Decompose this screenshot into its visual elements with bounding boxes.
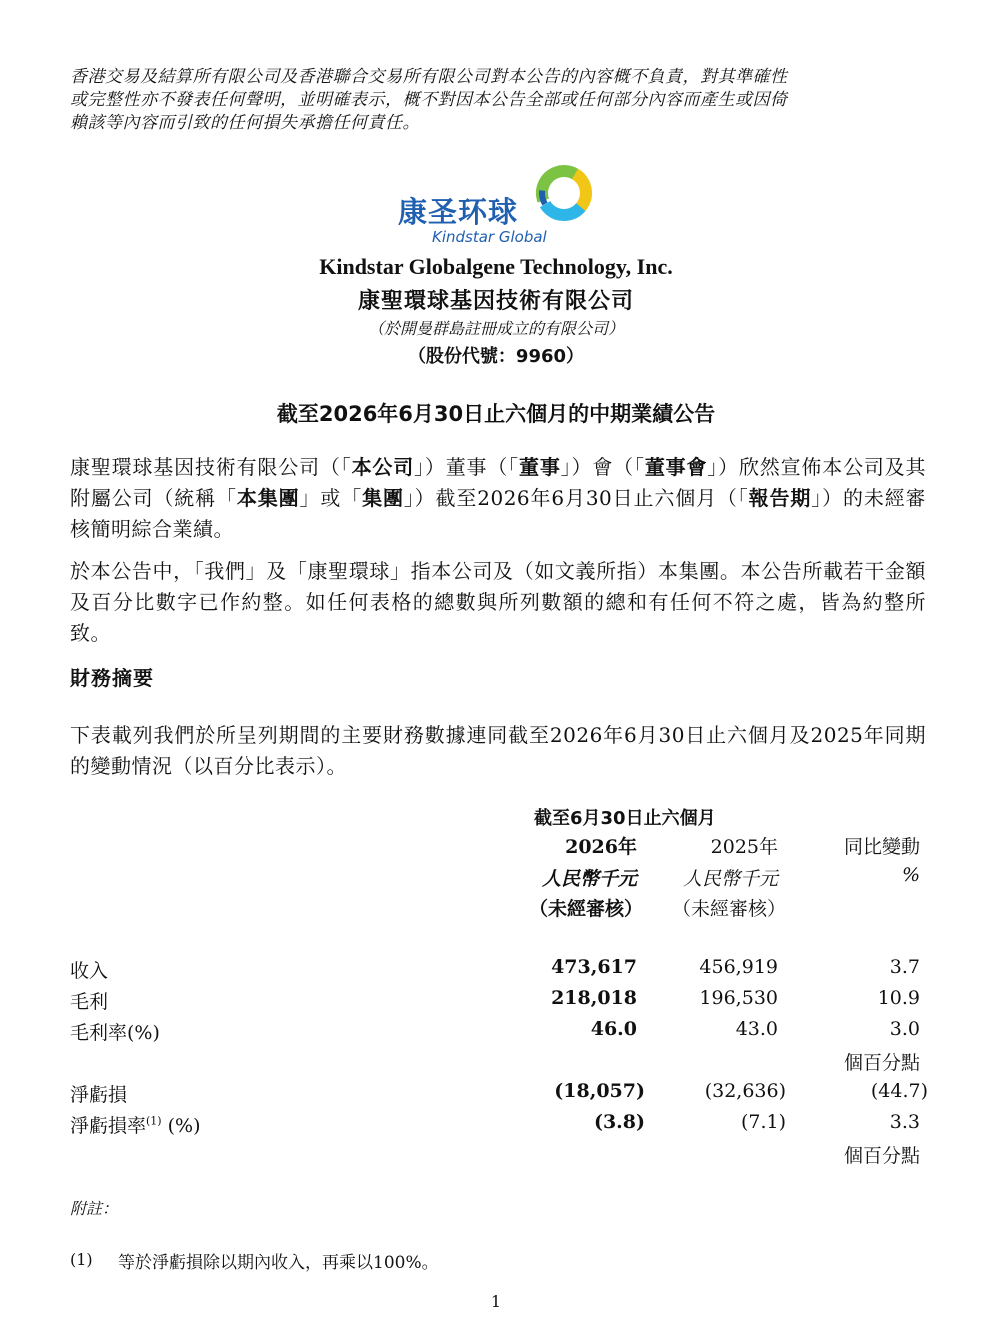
term-reporting-period: 報告期 bbox=[748, 486, 812, 510]
gross-profit-yoy: 10.9 bbox=[877, 987, 920, 1009]
intro-paragraph bbox=[70, 452, 926, 545]
row-label-gross-profit: 毛利 bbox=[70, 991, 109, 1013]
definitions-paragraph: 於本公告中，「我們」及「康聖環球」指本公司及（如文義所指）本集團。本公告所載若干金額及百分比數字已作約整。如任何表格的總數與所列數額的總和有任何不符之處，皆為約整所致。 bbox=[70, 559, 926, 645]
col-header-yoy: 同比變動 bbox=[843, 836, 920, 858]
unit-2026: 人民幣千元 bbox=[541, 868, 637, 890]
stock-code: （股份代號：9960） bbox=[407, 346, 585, 367]
revenue-2026: 473,617 bbox=[551, 956, 637, 978]
gross-margin-yoy-unit: 個百分點 bbox=[843, 1052, 920, 1074]
unit-yoy: % bbox=[901, 864, 920, 886]
gross-margin-yoy: 3.0 bbox=[889, 1018, 920, 1040]
gross-profit-2026: 218,018 bbox=[551, 987, 637, 1009]
intro-text-7: 」）的未經審核簡明綜合業績。 bbox=[70, 486, 927, 541]
logo-chinese-name: 康圣环球 bbox=[398, 195, 519, 229]
row-label-net-loss-margin bbox=[70, 1111, 201, 1138]
audit-2025: （未經審核） bbox=[671, 898, 786, 920]
page-number: 1 bbox=[490, 1292, 502, 1311]
col-header-2026: 2026年 bbox=[565, 836, 637, 858]
term-company: 本公司 bbox=[351, 455, 415, 479]
company-name-chinese: 康聖環球基因技術有限公司 bbox=[357, 289, 634, 314]
intro-text-6: 」）截至2026年6月30日止六個月（「 bbox=[403, 486, 749, 510]
intro-text-1: 康聖環球基因技術有限公司（「 bbox=[70, 455, 352, 479]
net-loss-margin-2025: (7.1) bbox=[740, 1111, 786, 1133]
term-directors: 董事 bbox=[519, 455, 561, 479]
logo-ring-icon bbox=[533, 162, 595, 224]
company-logo bbox=[398, 160, 598, 250]
revenue-yoy: 3.7 bbox=[889, 956, 920, 978]
unit-2025: 人民幣千元 bbox=[682, 868, 778, 890]
footnote-ref: (1) bbox=[146, 1114, 162, 1128]
term-board: 董事會 bbox=[644, 455, 708, 479]
note-1-text: 等於淨虧損除以期內收入，再乘以100%。 bbox=[118, 1253, 439, 1273]
audit-2026: （未經審核） bbox=[528, 898, 643, 920]
table-intro-paragraph: 下表載列我們於所呈列期間的主要財務數據連同截至2026年6月30日止六個月及2025年同期的變動情況（以百分比表示）。 bbox=[70, 723, 926, 778]
intro-text-3: 」）會（「 bbox=[560, 455, 645, 479]
disclaimer-line-2: 或完整性亦不發表任何聲明，並明確表示，概不對因本公告全部或任何部分內容而產生或因倚 bbox=[70, 90, 788, 110]
logo-english-name: Kindstar Global bbox=[432, 228, 547, 246]
intro-text-4: 」）欣然宣佈本公司及其附屬公司（統稱「 bbox=[70, 455, 927, 510]
col-header-2025: 2025年 bbox=[710, 836, 778, 858]
gross-margin-2025: 43.0 bbox=[735, 1018, 778, 1040]
net-loss-margin-yoy: 3.3 bbox=[889, 1111, 920, 1133]
gross-profit-2025: 196,530 bbox=[699, 987, 778, 1009]
note-1-number: (1) bbox=[70, 1250, 93, 1269]
net-loss-margin-label: 淨虧損率 bbox=[70, 1115, 147, 1137]
term-group: 本集團 bbox=[236, 486, 300, 510]
disclaimer-line-1: 香港交易及結算所有限公司及香港聯合交易所有限公司對本公告的內容概不負責，對其準確性 bbox=[70, 67, 788, 87]
gross-margin-2026: 46.0 bbox=[590, 1018, 637, 1040]
row-label-gross-margin: 毛利率(%) bbox=[70, 1022, 160, 1044]
net-loss-margin-2026: (3.8) bbox=[593, 1111, 645, 1133]
section-title: 財務摘要 bbox=[70, 666, 154, 690]
net-loss-yoy: (44.7) bbox=[870, 1080, 928, 1102]
term-group-short: 集團 bbox=[362, 486, 404, 510]
intro-text-5: 」或「 bbox=[299, 486, 363, 510]
row-label-revenue: 收入 bbox=[70, 960, 109, 982]
net-loss-margin-yoy-unit: 個百分點 bbox=[843, 1145, 920, 1167]
net-loss-margin-unit: (%) bbox=[161, 1115, 201, 1137]
disclaimer bbox=[70, 66, 926, 135]
intro-text-2: 」）董事（「 bbox=[414, 455, 520, 479]
revenue-2025: 456,919 bbox=[699, 956, 778, 978]
announcement-title: 截至2026年6月30日止六個月的中期業績公告 bbox=[276, 402, 716, 426]
incorporation-note: （於開曼群島註冊成立的有限公司） bbox=[367, 319, 624, 338]
company-name-english: Kindstar Globalgene Technology, Inc. bbox=[319, 254, 673, 279]
row-label-net-loss: 淨虧損 bbox=[70, 1084, 128, 1106]
notes-heading: 附註： bbox=[70, 1199, 119, 1218]
net-loss-2026: (18,057) bbox=[554, 1080, 645, 1102]
net-loss-2025: (32,636) bbox=[704, 1080, 786, 1102]
table-period-header: 截至6月30日止六個月 bbox=[534, 808, 716, 829]
disclaimer-line-3: 賴該等內容而引致的任何損失承擔任何責任。 bbox=[70, 113, 420, 133]
